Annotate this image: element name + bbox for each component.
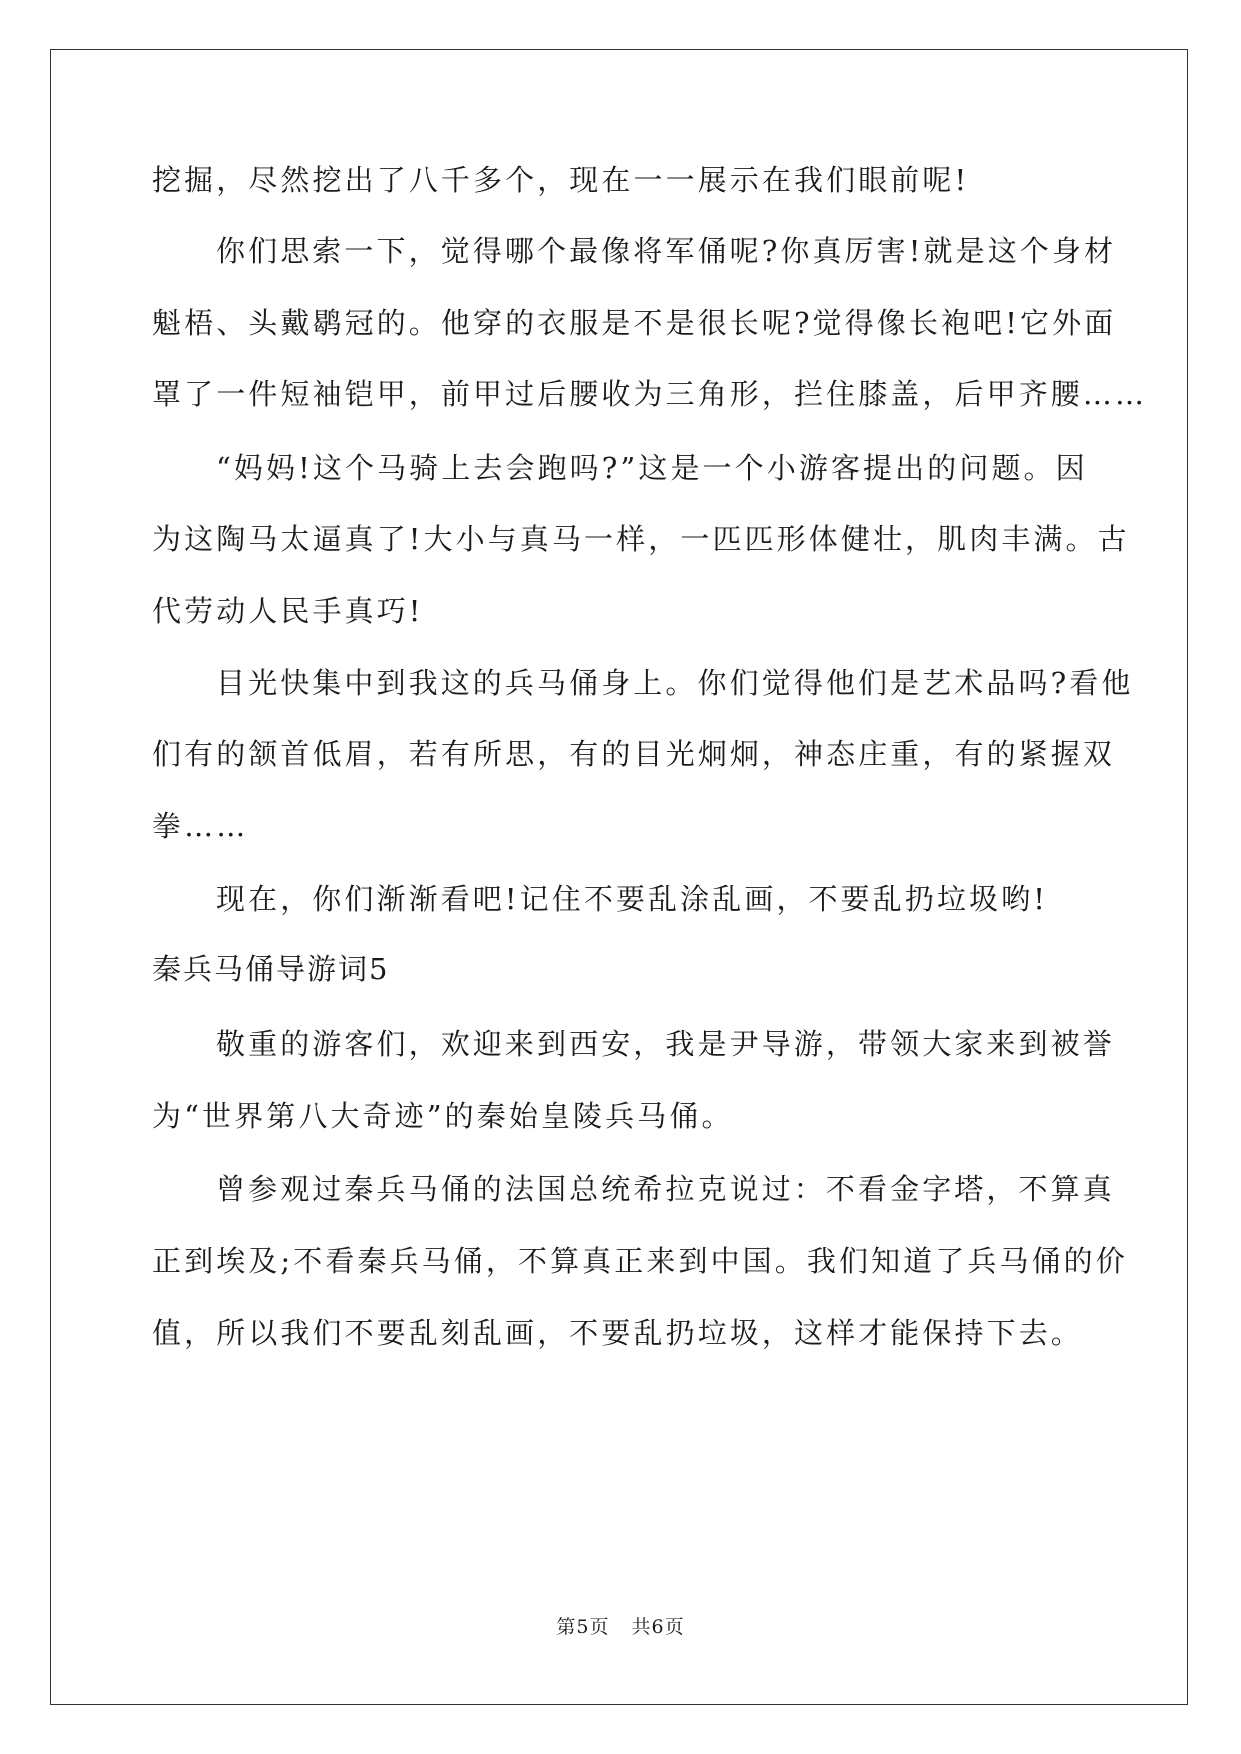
page-total: 共6页 (631, 1616, 685, 1638)
paragraph-start: 曾参观过秦兵马俑的法国总统希拉克说过：不看金字塔，不算真 (216, 1172, 1115, 1206)
section-heading: 秦兵马俑导游词5 (152, 952, 390, 986)
body-line: 为“世界第八大奇迹”的秦始皇陵兵马俑。 (152, 1099, 734, 1133)
body-line: 拳…… (152, 809, 249, 843)
body-line: 正到埃及;不看秦兵马俑，不算真正来到中国。我们知道了兵马俑的价 (152, 1244, 1128, 1278)
page-border (50, 49, 1188, 1705)
paragraph-start: 目光快集中到我这的兵马俑身上。你们觉得他们是艺术品吗?看他 (216, 666, 1134, 700)
body-line: 挖掘，尽然挖出了八千多个，现在一一展示在我们眼前呢! (152, 163, 970, 197)
body-line: 罩了一件短袖铠甲，前甲过后腰收为三角形，拦住膝盖，后甲齐腰…… (152, 377, 1148, 411)
body-line: 为这陶马太逼真了!大小与真马一样，一匹匹形体健壮，肌肉丰满。古 (152, 522, 1130, 556)
page-number: 第5页 (556, 1616, 610, 1638)
paragraph-start: 敬重的游客们，欢迎来到西安，我是尹导游，带领大家来到被誉 (216, 1027, 1115, 1061)
body-line: 代劳动人民手真巧! (152, 594, 424, 628)
body-line: 们有的颔首低眉，若有所思，有的目光炯炯，神态庄重，有的紧握双 (152, 737, 1116, 771)
body-line: 魁梧、头戴鹖冠的。他穿的衣服是不是很长呢?觉得像长袍吧!它外面 (152, 306, 1117, 340)
body-line: 值，所以我们不要乱刻乱画，不要乱扔垃圾，这样才能保持下去。 (152, 1316, 1083, 1350)
paragraph-start: 现在，你们渐渐看吧!记住不要乱涂乱画，不要乱扔垃圾哟! (216, 882, 1049, 916)
paragraph-start: 你们思索一下，觉得哪个最像将军俑呢?你真厉害!就是这个身材 (216, 234, 1117, 268)
paragraph-start: “妈妈!这个马骑上去会跑吗?”这是一个小游客提出的问题。因 (216, 451, 1088, 485)
page-footer (0, 1614, 1241, 1640)
